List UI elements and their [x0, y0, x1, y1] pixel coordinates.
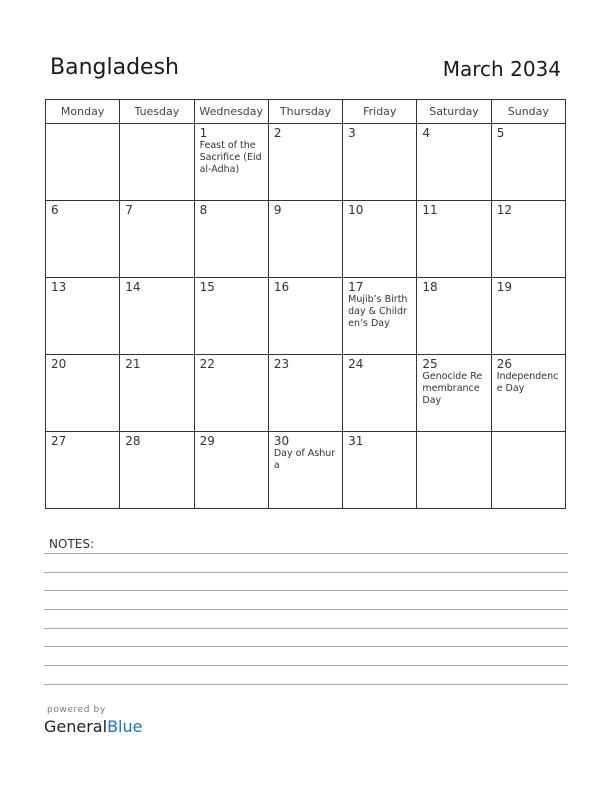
day-number: 28 — [125, 434, 141, 448]
day-cell[interactable] — [46, 201, 120, 278]
day-number: 16 — [273, 280, 290, 294]
day-number: 6 — [51, 203, 59, 217]
note-line — [44, 665, 568, 666]
week-row — [46, 432, 566, 509]
note-line — [44, 572, 568, 573]
day-number: 31 — [348, 434, 364, 448]
day-number: 12 — [496, 203, 512, 217]
day-cell[interactable] — [491, 278, 565, 355]
brand-logo[interactable] — [44, 717, 142, 736]
day-cell[interactable] — [343, 278, 417, 355]
powered-by-text: powered by — [47, 705, 106, 715]
notes-label: NOTES: — [49, 537, 94, 551]
day-number: 19 — [496, 280, 512, 294]
day-cell[interactable] — [194, 355, 268, 432]
day-cell[interactable] — [120, 355, 194, 432]
note-line — [44, 609, 568, 610]
day-cell[interactable] — [268, 278, 342, 355]
day-cell[interactable] — [343, 201, 417, 278]
day-number: 24 — [348, 357, 364, 371]
day-cell[interactable] — [417, 124, 491, 201]
brand-blue: Blue — [107, 717, 143, 736]
day-cell[interactable] — [491, 124, 565, 201]
day-number: 25 — [422, 357, 438, 371]
day-number: 21 — [125, 357, 141, 371]
weekday-header: Saturday — [417, 100, 491, 124]
day-number: 18 — [422, 280, 438, 294]
day-cell[interactable] — [194, 278, 268, 355]
day-cell[interactable] — [268, 201, 342, 278]
day-cell[interactable] — [46, 124, 120, 201]
note-line — [44, 684, 568, 685]
day-number: 11 — [422, 203, 438, 217]
weekday-header: Monday — [46, 100, 120, 124]
day-number: 20 — [51, 357, 67, 371]
day-number: 26 — [496, 357, 512, 371]
day-cell[interactable] — [194, 201, 268, 278]
day-cell[interactable] — [417, 278, 491, 355]
day-number: 2 — [273, 126, 282, 140]
week-row — [46, 124, 566, 201]
day-number: 4 — [422, 126, 431, 140]
day-cell[interactable] — [120, 278, 194, 355]
day-number: 7 — [125, 203, 133, 217]
day-cell[interactable] — [491, 201, 565, 278]
day-number: 13 — [51, 280, 67, 294]
day-number: 14 — [125, 280, 141, 294]
day-number: 30 — [273, 434, 290, 448]
day-cell[interactable] — [417, 432, 491, 509]
note-line — [44, 646, 568, 647]
holiday-event: Genocide Remembrance Day — [422, 371, 483, 406]
day-cell[interactable] — [268, 432, 342, 509]
day-cell[interactable] — [417, 355, 491, 432]
calendar-grid — [45, 99, 566, 509]
holiday-event: Independence Day — [496, 371, 559, 394]
day-cell[interactable] — [417, 201, 491, 278]
day-cell[interactable] — [268, 355, 342, 432]
week-row — [46, 278, 566, 355]
week-row — [46, 201, 566, 278]
day-number: 23 — [273, 357, 290, 371]
weekday-header: Thursday — [268, 100, 342, 124]
day-cell[interactable] — [194, 432, 268, 509]
day-cell[interactable] — [491, 432, 565, 509]
day-number: 9 — [273, 203, 282, 217]
day-cell[interactable] — [120, 124, 194, 201]
day-cell[interactable] — [46, 278, 120, 355]
day-cell[interactable] — [120, 201, 194, 278]
day-number: 15 — [199, 280, 215, 294]
day-number: 1 — [199, 126, 208, 140]
holiday-event: Day of Ashura — [273, 448, 336, 471]
weekday-header: Wednesday — [194, 100, 268, 124]
holiday-event: Mujib’s Birthday & Children’s Day — [348, 294, 408, 329]
brand-general: General — [44, 717, 108, 736]
day-number: 22 — [199, 357, 215, 371]
country-title: Bangladesh — [50, 55, 179, 80]
weekday-header: Sunday — [491, 100, 565, 124]
day-cell[interactable] — [491, 355, 565, 432]
note-line — [44, 590, 568, 591]
day-number: 8 — [199, 203, 208, 217]
day-number: 3 — [348, 126, 356, 140]
day-number: 17 — [348, 280, 364, 294]
day-number: 27 — [51, 434, 67, 448]
day-cell[interactable] — [343, 124, 417, 201]
weekday-header: Friday — [343, 100, 417, 124]
weekday-header: Tuesday — [120, 100, 194, 124]
day-number: 10 — [348, 203, 364, 217]
day-number: 29 — [199, 434, 215, 448]
week-row — [46, 355, 566, 432]
day-cell[interactable] — [120, 432, 194, 509]
month-title: March 2034 — [442, 57, 561, 81]
day-number: 5 — [496, 126, 505, 140]
day-cell[interactable] — [46, 432, 120, 509]
day-cell[interactable] — [194, 124, 268, 201]
note-line — [44, 628, 568, 629]
day-cell[interactable] — [343, 355, 417, 432]
day-cell[interactable] — [46, 355, 120, 432]
note-line — [44, 553, 568, 554]
day-cell[interactable] — [343, 432, 417, 509]
holiday-event: Feast of the Sacrifice (Eid al-Adha) — [199, 140, 262, 175]
weekday-header-row — [46, 100, 566, 124]
day-cell[interactable] — [268, 124, 342, 201]
